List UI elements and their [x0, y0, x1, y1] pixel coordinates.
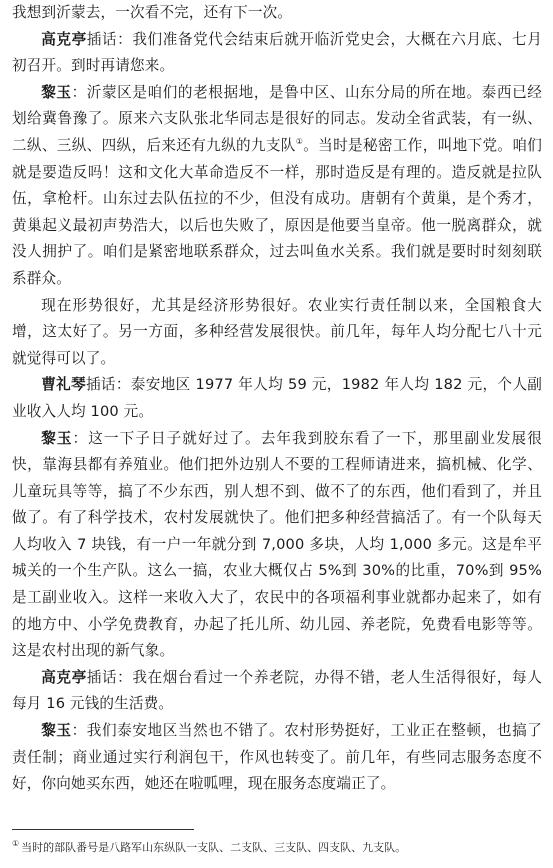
paragraph-text: 我想到沂蒙去，一次看不完，还有下一次。 [12, 4, 293, 21]
paragraph [12, 718, 542, 798]
speaker-name: 高克亭 [41, 668, 87, 686]
paragraph-text: ：沂蒙区是咱们的老根据地，是鲁中区、山东分局的所在地。泰西已经划给冀鲁豫了。原来六支队张北华同志是很好的同志。发动全省武装，有一纵、二纵、三纵、四纵，后来还有九纵的九支队 [12, 83, 542, 154]
paragraph-text: ：这一下子日子就好过了。去年我到胶东看了一下，那里副业发展很快，靠海县都有养殖业。他们把外边别人不要的工程师请进来，搞机械、化学、儿童玩具等等，搞了不少东西，别人想不到、做不了的东西，他们看到了，并且做了。有了科学技术，农村发展就快了。他们把多种经营搞活了。有一个队每天人均收入 7 块钱，有一户一年就分到 7,000 多块，人均 1,000 多元。这是牟平城关的一个生产队。这么一搞，农业大概仅占 5%到 30%的比重，70%到 95%是工副业收入。这样一来收入大了，农民中的各项福利事业就都办起来了，如有的地方中、小学免费教育，办起了托儿所、幼儿园、养老院，免费看电影等等。这是农村出现的新气象。 [12, 429, 542, 660]
paragraph [12, 426, 542, 665]
speaker-name: 黎玉 [41, 722, 72, 740]
document-body [12, 0, 542, 798]
footnote-mark: ① [12, 839, 20, 849]
paragraph-text: 插话：我们准备党代会结束后就开临沂党史会，大概在六月底、七月初召开。到时再请您来。 [12, 30, 542, 75]
paragraph-text: ：我们泰安地区当然也不错了。农村形势挺好，工业正在整顿，也搞了责任制；商业通过实行利润包干，作风也转变了。前几年，有些同志服务态度不好，你向她买东西，她还在啦呱哩，现在服务态度端正了。 [12, 722, 542, 793]
paragraph [12, 27, 542, 80]
paragraph [12, 372, 542, 425]
speaker-name: 高克亭 [41, 30, 87, 48]
paragraph-text: 。当时是秘密工作，叫地下党。咱们就是要造反吗！这和文化大革命造反不一样，那时造反是有理的。造反就是拉队伍，拿枪杆。山东过去队伍拉的不少，但没有成功。唐朝有个黄巢，是个秀才，黄巢起义最初声势浩大，以后也失败了，原因是他要当皇帝。他一脱离群众，就没人拥护了。咱们是紧密地联系群众，过去叫鱼水关系。我们就是要时时刻刻联系群众。 [12, 136, 542, 287]
footnote-reference: ① [295, 137, 304, 147]
speaker-name: 黎玉 [41, 83, 72, 101]
paragraph-text: 插话：泰安地区 1977 年人均 59 元，1982 年人均 182 元，个人副业收入人均 100 元。 [12, 376, 542, 420]
paragraph-text: 现在形势很好，尤其是经济形势很好。农业实行责任制以来，全国粮食大增，这太好了。另一方面，多种经营发展很快。前几年，每年人均分配七八十元就觉得可以了。 [12, 296, 542, 367]
paragraph [12, 293, 542, 373]
paragraph [12, 0, 542, 27]
footnote [12, 840, 542, 856]
speaker-name: 曹礼琴 [41, 376, 86, 394]
paragraph-text: 插话：我在烟台看过一个养老院，办得不错，老人生活得很好，每人每月 16 元钱的生活费。 [12, 668, 542, 713]
footnote-divider [12, 829, 194, 830]
footnote-text: 当时的部队番号是八路军山东纵队一支队、二支队、三支队、四支队、九支队。 [21, 841, 407, 854]
paragraph [12, 80, 542, 293]
paragraph [12, 665, 542, 718]
speaker-name: 黎玉 [41, 429, 73, 447]
